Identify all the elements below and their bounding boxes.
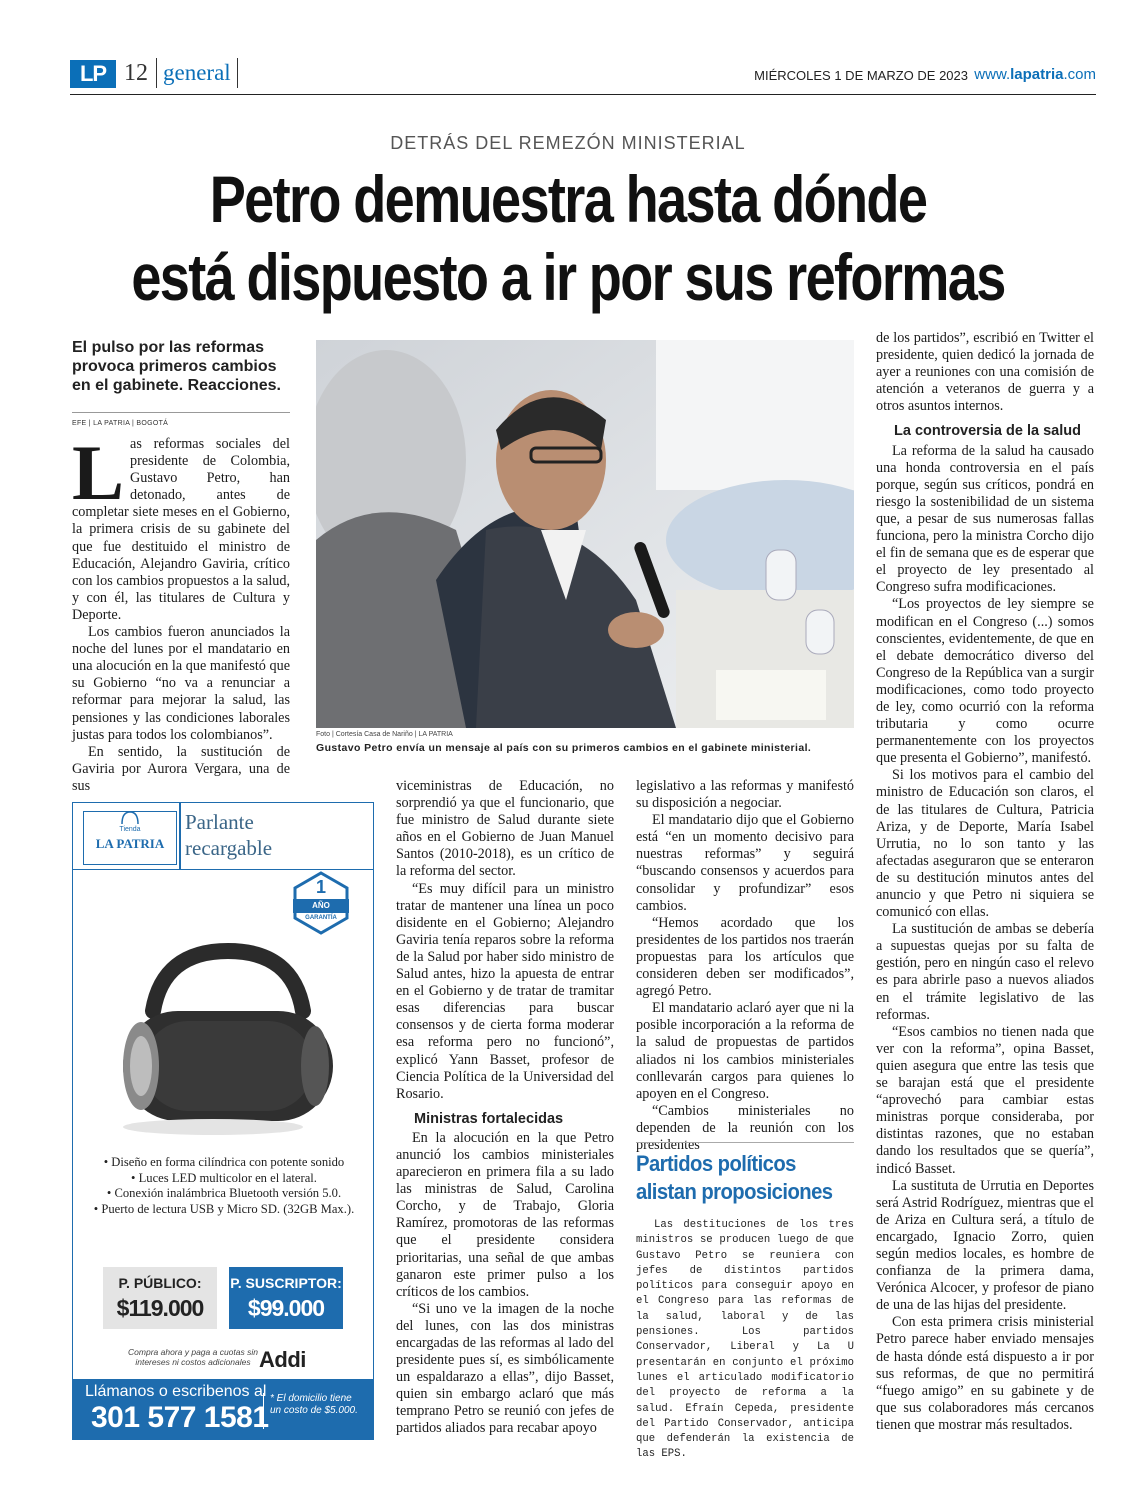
- photo-illustration: [316, 340, 854, 728]
- feature-item: • Puerto de lectura USB y Micro SD. (32GB Max.).: [93, 1201, 355, 1216]
- paragraph: Con esta primera crisis ministerial Petro parece haber enviado mensajes de hasta dónde está dispuesto a ir por sus reformas, de que no permitirá “fuego amigo” en su gabinete y de que sus colaboradores más cercanos tienen que mostrar más resultados.: [876, 1314, 1094, 1433]
- store-logo: Tienda LA PATRIA: [83, 811, 177, 865]
- paragraph: En sentido, la sustitución de Gaviria por Aurora Vergara, una de sus: [72, 743, 290, 794]
- product-title: Parlante recargable: [185, 810, 273, 860]
- feature-item: • Diseño en forma cilíndrica con potente sonido: [103, 1155, 345, 1169]
- shopping-bag-icon: [114, 810, 146, 824]
- paragraph: En la alocución en la que Petro anunció los cambios ministeriales aparecieron en primera fila a su lado las ministras de Salud, Carolina Corcho, y de Trabajo, Gloria Ramírez, promotoras de las reformas que el presidente considera prioritarias, una señal de que ambas ganaron este primer pulso a los críticos de los cambios.: [396, 1129, 614, 1300]
- speaker-image: [113, 941, 343, 1141]
- paragraph-1: Las reformas sociales del presidente de Colombia, Gustavo Petro, han detonado, antes de completar siete meses en el Gobierno, la primera crisis de su gabinete del que fue destituido el ministro de Educación, Alejandro Gaviria, crítico con los cambios propuestos a la salud, y con él, las titulares de Cultura y Deporte.: [72, 429, 290, 623]
- text-column-1: [72, 429, 290, 795]
- paragraph: El mandatario aclaró ayer que ni la posible incorporación a la reforma de la salud de propuestas de partidos aliados ni los cambios ministeriales conllevarán cargos para quienes lo apoyen en el Congreso.: [636, 1000, 854, 1102]
- financing-note: Compra ahora y paga a cuotas sin intereses ni costos adicionales: [128, 1347, 258, 1367]
- sidebar-text: Las destituciones de los tres ministros se producen luego de que Gustavo Petro se reuniera con jefes de distintos partidos políticos para conseguir apoyo en el Congreso para las reformas de la salud, laboral y de las pensiones. Los partidos Conservador, Liberal y La U presentarán en conjunto el próximo lunes el articulado modificatorio del proyecto de reforma a la salud. Efraín Cepeda, presidente del Partido Conservador, anticipa que defenderán la existencia de las EPS.: [636, 1219, 854, 1461]
- newspaper-logo: LP: [70, 60, 116, 88]
- warranty-badge: 1 AÑO GARANTÍA: [291, 871, 351, 935]
- issue-date: MIÉRCOLES 1 DE MARZO DE 2023: [754, 68, 968, 83]
- paragraph: La sustitución de ambas se debería a supuestas quejas por su falta de gestión, pero en ningún caso el relevo es para abrirle paso a nuevos aliados en el trámite legislativo de las reformas.: [876, 921, 1094, 1023]
- subheading: Ministras fortalecidas: [414, 1110, 564, 1127]
- paragraph: Los cambios fueron anunciados la noche del lunes por el mandatario en una alocución en la que manifestó que su Gobierno “no va a renunciar a reformar para mejorar la salud, las pensiones y las condiciones laborales justas para todos los colombianos”.: [72, 624, 290, 743]
- paragraph: de los partidos”, escribió en Twitter el presidente, quien dedicó la jornada de ayer a reuniones con una comisión de atención a veteranos de guerra y a otros asuntos internos.: [876, 330, 1094, 415]
- page-number: 12: [124, 60, 148, 86]
- website-link[interactable]: www.lapatria.com: [974, 66, 1096, 83]
- photo-caption: Gustavo Petro envía un mensaje al país con su primeros cambios en el gabinete ministerial.: [316, 742, 812, 754]
- sidebar-title: Partidos políticos alistan proposiciones: [636, 1151, 833, 1204]
- divider: [73, 869, 373, 870]
- feature-item: • Conexión inalámbrica Bluetooth versión 5.0.: [106, 1186, 342, 1201]
- paragraph: legislativo a las reformas y manifestó su disposición a negociar.: [636, 778, 854, 812]
- paragraph: “Esos cambios no tienen nada que ver con la reforma”, opina Basset, quien asegura que entre las tesis que se barajan está que el presidente “aprovechó para cambiar estas ministras porque consideraba, por distintas razones, que no estaban dando los resultados que se quería”, indicó Basset.: [876, 1023, 1094, 1177]
- article-kicker: DETRÁS DEL REMEZÓN MINISTERIAL: [390, 133, 746, 153]
- subscriber-price-box: P. SUSCRIPTOR: $99.000: [229, 1267, 343, 1329]
- delivery-note: * El domicilio tiene un costo de $5.000.: [263, 1393, 363, 1429]
- ad-header: [73, 803, 373, 869]
- paragraph: La reforma de la salud ha causado una honda controversia en el país porque, según sus críticos, pondrá en riesgo la sostenibilidad de un sistema que, a pesar de sus numerosas fallas funciona, pero la ministra Corcho dijo el fin de semana que es de esperar que el proyecto de ley presentado al Congreso sufra modificaciones.: [876, 442, 1094, 596]
- paragraph: “Si uno ve la imagen de la noche del lunes, con las dos ministras encargadas de las reformas al lado del presidente pues sí, es simbólicamente un espaldarazo a ellas”, dijo Basset, quien sin embargo aclaró que más temprano Petro se reunió con jefes de partidos aliados para recabar apoyo: [396, 1300, 614, 1437]
- paragraph: El mandatario dijo que el Gobierno está “en un momento decisivo para nuestras reformas” y seguirá “buscando consensos y acuerdos para consolidar y profundizar” esos cambios.: [636, 812, 854, 914]
- feature-list: [81, 1155, 367, 1217]
- article-headline: [119, 160, 1018, 316]
- paragraph: “Es muy difícil para un ministro tratar de mantener una línea un poco disidente en el Gobierno; Alejandro Gaviria tenía reparos sobre la reforma de la Salud por haber sido ministro de Salud antes, hizo la apuesta de entrar en el Gobierno y de tratar de tramitar esas diferencias para buscar consensos y de cierta forma moderar esa reforma pero no funcionó”, explicó Yann Basset, profesor de Ciencia Política de la Universidad del Rosario.: [396, 880, 614, 1102]
- phone-number[interactable]: 301 577 1581: [91, 1401, 269, 1434]
- article-photo: [316, 340, 854, 728]
- paragraph: “Hemos acordado que los presidentes de los partidos nos traerán propuestas para los artículos que consideren deben ser modificados”, agregó Petro.: [636, 914, 854, 1000]
- subscriber-price: $99.000: [247, 1295, 325, 1321]
- article-byline: EFE | LA PATRIA | BOGOTÁ: [72, 420, 169, 427]
- ad-contact-bar: [73, 1379, 373, 1439]
- divider: [636, 1142, 854, 1143]
- paragraph: La sustituta de Urrutia en Deportes será Astrid Rodríguez, mientras que el de Ariza en Cultura será, a título de encargado, Ignacio Zorro, quien según medios locales, es hombre de confianza de la primera dama, Verónica Alcocer, y profesor de piano de una de las hijas del presidente.: [876, 1177, 1094, 1314]
- text-column-2: [396, 778, 614, 1438]
- public-price: $119.000: [116, 1295, 204, 1321]
- headline-line-2: está dispuesto a ir por sus reformas: [131, 240, 1005, 314]
- divider: [179, 803, 181, 869]
- paragraph: viceministras de Educación, no sorprendió ya que el funcionario, que fue ministro de Salud durante siete años en el Gobierno de Juan Manuel Santos (2010-2018), es un crítico de la reforma del sector.: [396, 778, 614, 880]
- drop-cap: L: [72, 429, 125, 516]
- text-column-3: [636, 778, 854, 1154]
- addi-logo: Addi: [259, 1347, 306, 1372]
- divider: [72, 412, 290, 413]
- feature-item: • Luces LED multicolor en el lateral.: [131, 1170, 317, 1185]
- paragraph: “Cambios ministeriales no dependen de la reunión con los presidentes: [636, 1102, 854, 1153]
- paragraph: Si los motivos para el cambio del ministro de Educación son claros, el de las titulares de Cultura, Patricia Ariza, y de Deporte, María Isabel Urrutia, no lo son tanto y las afectadas aseguraron que se enteraron de su destitución minutos antes del anuncio y que Petro ni siquiera se comunicó con ellas.: [876, 767, 1094, 921]
- text-column-4: [876, 330, 1094, 1434]
- subheading: La controversia de la salud: [894, 423, 1081, 440]
- article-deck: El pulso por las reformas provoca primeros cambios en el gabinete. Reacciones.: [72, 339, 281, 394]
- public-price-box: P. PÚBLICO: $119.000: [103, 1267, 217, 1329]
- contact-label: Llámanos o escribenos al: [85, 1383, 267, 1400]
- page-header: [70, 58, 1096, 95]
- photo-credit: Foto | Cortesía Casa de Nariño | LA PATRIA: [316, 731, 453, 738]
- section-name: general: [156, 58, 238, 88]
- headline-line-1: Petro demuestra hasta dónde: [209, 162, 927, 236]
- advertisement[interactable]: [72, 802, 374, 1440]
- paragraph: “Los proyectos de ley siempre se modifican en el Congreso (...) somos conscientes, evidentemente, de que en el debate democrático diverso del Congreso de la República van a surgir modificaciones, como todo proyecto de ley, como ocurrió con la reforma tributaria y como ocurre permanentemente con los proyectos que presenta el Gobierno”, manifestó.: [876, 596, 1094, 767]
